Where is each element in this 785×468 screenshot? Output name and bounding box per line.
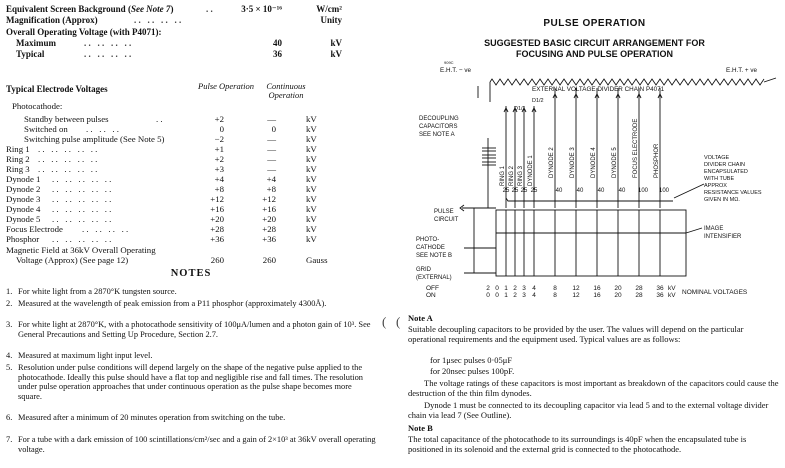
- electrode-label: DYNODE 4: [591, 147, 597, 178]
- resistor-value: 100: [637, 188, 649, 194]
- note-a-text: Suitable decoupling capacitors to be provided by the user. The values will depend on the particular operational requirements and the equipment used. Typical values are as follows:: [408, 324, 744, 344]
- note-item: 5. Resolution under pulse conditions will depend largely on the shape of the negative pulse applied to the photocathode. Ideally this pulse should have a flat top and negligible rise and fall times. The resolution under pulse operation approaches that under continuous operation as the pulse shape becomes more square.: [6, 363, 363, 401]
- spec-label: Overall Operating Voltage (with P4071):: [6, 27, 162, 37]
- spec-label: Maximum: [16, 38, 56, 48]
- page-title: PULSE OPERATION: [543, 18, 646, 29]
- resistor-value: 40: [597, 188, 605, 194]
- electrode-row: Switched on . . . . . . 0 0 kV: [24, 124, 317, 134]
- electrode-row: Focus Electrode . . . . . . . . +28 +28 kV: [6, 224, 317, 234]
- decoupling-label: SEE NOTE A: [419, 132, 455, 138]
- on-voltage: 16: [593, 292, 601, 298]
- on-voltage: 2: [513, 292, 517, 298]
- diagram-subtitle: FOCUSING AND PULSE OPERATION: [515, 49, 673, 59]
- electrode-row: Standby between pulses . . +2 — kV: [24, 114, 317, 124]
- electrode-label: RING 1: [500, 165, 506, 186]
- off-voltage: 2: [486, 285, 490, 292]
- electrode-row: Dynode 4 . . . . . . . . . . +16 +16 kV: [6, 204, 317, 214]
- decoupling-label: CAPACITORS: [419, 124, 458, 130]
- electrode-label: FOCUS ELECTRODE: [633, 118, 639, 178]
- note-a-value: for 1μsec pulses 0·05μF: [430, 355, 513, 365]
- on-voltage: 0: [495, 292, 499, 298]
- spec-unit: kV: [330, 38, 342, 48]
- chain-note: WITH TUBE: [704, 176, 735, 182]
- page-gutter: [382, 0, 401, 468]
- resistor-value: 25: [530, 188, 538, 194]
- off-voltage: 4: [532, 285, 536, 292]
- off-voltage: 16: [593, 285, 601, 292]
- off-voltage: 8: [553, 285, 557, 292]
- note-a-text: Dynode 1 must be connected to its decoupling capacitor via lead 5 and to the external voltage divider chain via lead 7 (See Outline).: [408, 400, 769, 420]
- off-voltage: 20: [614, 285, 622, 292]
- off-voltage: 2: [513, 285, 517, 292]
- intensifier-leader: [686, 228, 702, 233]
- spec-row: Typical . . . . . . . . 36 kV: [16, 49, 342, 59]
- col-header-pulse: Pulse Operation: [198, 81, 254, 91]
- grid-label: (EXTERNAL): [416, 275, 452, 281]
- off-voltage: 36: [656, 285, 664, 292]
- on-voltage: 12: [572, 292, 580, 298]
- grid-label: GRID: [416, 267, 431, 273]
- photocathode-label: SEE NOTE B: [416, 253, 453, 259]
- electrode-row: Dynode 1 . . . . . . . . . . +4 +4 kV: [6, 174, 317, 184]
- electrode-row: Dynode 3 . . . . . . . . . . +12 +12 kV: [6, 194, 317, 204]
- chain-note: GIVEN IN MΩ.: [704, 197, 740, 203]
- external-divider-resistor: [490, 79, 764, 85]
- spec-unit: Unity: [320, 15, 342, 25]
- note-b-title: Note B: [408, 423, 433, 433]
- note-a-value: for 20nsec pulses 100pF.: [430, 366, 515, 376]
- spec-value: 36: [273, 49, 282, 59]
- electrode-row: Ring 2 . . . . . . . . . . +2 — kV: [6, 154, 317, 164]
- electrode-label: PHOSPHOR: [654, 143, 660, 178]
- note-item: 1. For white light from a 2870°K tungsten source.: [6, 287, 177, 296]
- spec-label: Typical: [16, 49, 45, 59]
- note-item: 4. Measured at maximum light input level.: [6, 351, 153, 360]
- electrode-row: Ring 1 . . . . . . . . . . +1 — kV: [6, 144, 317, 154]
- electrode-row: Dynode 5 . . . . . . . . . . +20 +20 kV: [6, 214, 317, 224]
- on-voltage: 0: [486, 292, 490, 298]
- notes-title: NOTES: [170, 268, 212, 279]
- note-a-text: The voltage ratings of these capacitors is most important as breakdown of the capacitors could cause the destruction of the thin film dynodes.: [408, 378, 779, 398]
- off-label: OFF: [426, 285, 439, 292]
- note-item: 2. Measured at the wavelength of peak emission from a P11 phosphor (approximately 4300Å).: [6, 299, 327, 308]
- note-a-title: Note A: [408, 313, 433, 323]
- pulse-circuit-label: CIRCUIT: [434, 217, 459, 223]
- left-page: Equivalent Screen Background (See Note 7) . . 3·5 × 10⁻¹⁶ W/cm² Magnification (Approx) . . . . . . . . Unity Overall Operating Voltage (with P4071): Maximum . . . . . . . . 40 kV Typical . . . . . . . . 36 kV Typical Electrode Voltages Pulse Operation Continuous Operation Photocathode: Standby between pulses . . +2 — kV Switched on . . . . . . 0 0 kV Switching pulse amplitude (See Note 5) −2 — kV Ring 1 . . . . . . . . . . +1 — kV Ring 2 . . . . . . . . . . +2 — kV Ring 3 . . . . . . . . . . +3 — kV Dynode 1 . . . . . . . . . . +4 +4 kV Dynode 2 . . . . . . . . . . +8 +8 kV Dynode 3 . . . . . . . . . . +12 +12 kV Dynode 4 . . . . . . . . . . +16 +16 kV Dynode 5 . . . . . . . . . . +20 +20 kV Focus Electrode . . . . . . . . +28 +28 kV Phosphor . . . . . . . . . . +36 +36 kV NOTES 1. For white light from a 2870°K tungsten source. 2. Measured at the wavelength of peak emission from a P11 phosphor (approximately 4300Å). 3. For white light at 2870°K, with a photocathode sensitivity of 100μA/lumen and a photon gain of 10³. See General Precautions and Setting Up Procedure, Section 2.7. 4. Measured at maximum light input level. 5. Resolution under pulse conditions will depend largely on the shape of the negative pulse applied to the photocathode. Ideally this pulse should have a flat top and negligible rise and fall times. The resolution under pulse operation approaches that under continuous operation as the pulse shape becomes more square. 6. Measured after a minimum of 20 minutes operation from switching on the tube. 7. For a tube with a dark emission of 100 scintillations/cm²/sec and a gain of 2×10³ at 36kV overall operating voltage.: [0, 0, 382, 468]
- chain-note-leader: [674, 184, 704, 198]
- electrode-row: Switching pulse amplitude (See Note 5) −2 — kV: [24, 134, 317, 144]
- circuit-diagram: [404, 58, 785, 298]
- off-voltage: 28: [635, 285, 643, 292]
- image-intensifier-label: IMAGE: [704, 226, 724, 232]
- off-voltage: 3: [522, 285, 526, 292]
- d1v1-label: D1/1: [514, 106, 526, 112]
- spec-row: Equivalent Screen Background (See Note 7) . . 3·5 × 10⁻¹⁶ W/cm²: [6, 4, 342, 14]
- electrode-title: Typical Electrode Voltages: [6, 84, 108, 94]
- spec-value: 40: [273, 38, 282, 48]
- electrode-label: DYNODE 1: [528, 155, 534, 186]
- electrode-label: DYNODE 2: [549, 147, 555, 178]
- spec-value: 3·5 × 10⁻¹⁶: [241, 4, 282, 14]
- diagram-ref: 909C: [444, 60, 454, 65]
- col-header-continuous: Continuous Operation: [266, 81, 306, 100]
- resistor-value: 40: [618, 188, 626, 194]
- off-voltage: 12: [572, 285, 580, 292]
- binding-mark: (: [396, 314, 401, 329]
- binding-mark: (: [382, 314, 387, 329]
- eht-positive-label: E.H.T. + ve: [726, 67, 757, 74]
- intensifier-body: [496, 210, 686, 276]
- nominal-voltages-label: NOMINAL VOLTAGES: [682, 289, 748, 296]
- resistor-value: 100: [658, 188, 670, 194]
- diagram-subtitle: SUGGESTED BASIC CIRCUIT ARRANGEMENT FOR: [484, 38, 705, 48]
- resistor-value: 25: [502, 188, 510, 194]
- photocathode-label: CATHODE: [416, 245, 445, 251]
- on-voltage: 28: [635, 292, 643, 298]
- spec-label: Magnification (Approx): [6, 15, 98, 25]
- note-item: 6. Measured after a minimum of 20 minutes operation from switching on the tube.: [6, 413, 286, 422]
- internal-divider-resistor: [506, 198, 673, 201]
- on-voltage: 36: [656, 292, 664, 298]
- spec-unit: kV: [330, 49, 342, 59]
- electrode-label: RING 3: [518, 165, 524, 186]
- resistor-value: 40: [555, 188, 563, 194]
- kv-unit: kV: [668, 285, 676, 292]
- electrode-label: DYNODE 5: [612, 147, 618, 178]
- decoupling-label: DECOUPLING: [419, 116, 459, 122]
- kv-unit: kV: [668, 292, 676, 298]
- off-voltage: 0: [495, 285, 499, 292]
- electrode-label: RING 2: [509, 165, 515, 186]
- off-voltage: 1: [504, 285, 508, 292]
- eht-positive-lead: [764, 78, 776, 82]
- note-item: 3. For white light at 2870°K, with a photocathode sensitivity of 100μA/lumen and a photon gain of 10³. See General Precautions and Setting Up Procedure, Section 2.7.: [6, 320, 371, 339]
- chain-note: RESISTANCE VALUES: [704, 190, 762, 196]
- chain-note: VOLTAGE: [704, 155, 730, 161]
- note-b-text: The total capacitance of the photocathode to its surroundings is 40pF when the encapsulated tube is positioned in its solenoid and the external grid is connected to the photocathode.: [408, 434, 747, 454]
- resistor-value: 40: [576, 188, 584, 194]
- electrode-label: DYNODE 3: [570, 147, 576, 178]
- on-voltage: 3: [522, 292, 526, 298]
- eht-negative-label: E.H.T. − ve: [440, 67, 471, 74]
- on-label: ON: [426, 292, 436, 298]
- spec-label: Equivalent Screen Background (See Note 7): [6, 4, 174, 14]
- chain-note: ENCAPSULATED: [704, 169, 748, 175]
- chain-note: APPROX: [704, 183, 727, 189]
- right-page: [404, 0, 785, 468]
- pulse-circuit-label: PULSE: [434, 209, 454, 215]
- on-voltage: 4: [532, 292, 536, 298]
- spec-unit: W/cm²: [316, 4, 342, 14]
- note-item: 7. For a tube with a dark emission of 100 scintillations/cm²/sec and a gain of 2×10³ at 36kV overall operating voltage.: [6, 435, 376, 454]
- spec-row: Magnification (Approx) . . . . . . . . Unity: [6, 15, 342, 25]
- electrode-row: Dynode 2 . . . . . . . . . . +8 +8 kV: [6, 184, 317, 194]
- electrode-row: Phosphor . . . . . . . . . . +36 +36 kV: [6, 234, 317, 244]
- spec-row: Maximum . . . . . . . . 40 kV: [16, 38, 342, 48]
- magnetic-field-row: Magnetic Field at 36kV Overall Operating Voltage (Approx) (See page 12) 260 260 Gauss: [6, 245, 328, 265]
- resistor-value: 25: [520, 188, 528, 194]
- electrode-row: Ring 3 . . . . . . . . . . +3 — kV: [6, 164, 317, 174]
- on-voltage: 1: [504, 292, 508, 298]
- photocathode-label: PHOTO-: [416, 237, 440, 243]
- chain-label: EXTERNAL VOLTAGE DIVIDER CHAIN P4071: [532, 86, 665, 93]
- spec-row: [6, 27, 382, 38]
- chain-note: DIVIDER CHAIN: [704, 162, 745, 168]
- on-voltage: 20: [614, 292, 622, 298]
- image-intensifier-label: INTENSIFIER: [704, 234, 742, 240]
- on-voltage: 8: [553, 292, 557, 298]
- resistor-value: 25: [511, 188, 519, 194]
- d1v2-label: D1/2: [532, 98, 544, 104]
